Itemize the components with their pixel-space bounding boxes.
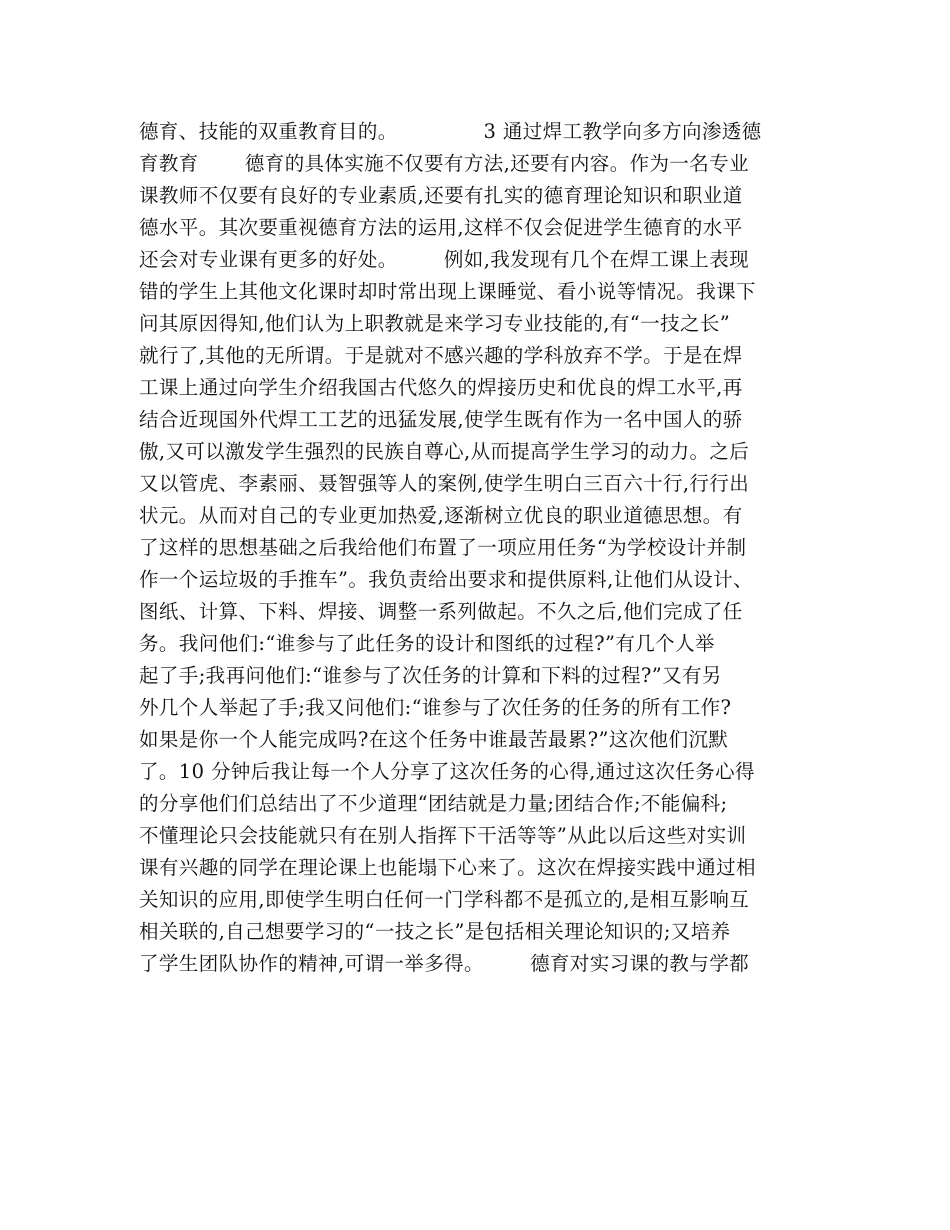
text-line: 德水平。其次要重视德育方法的运用,这样不仅会促进学生德育的水平 bbox=[139, 216, 743, 239]
text-line: 了这样的思想基础之后我给他们布置了一项应用任务“为学校设计并制 bbox=[139, 536, 747, 559]
text-line: 作一个运垃圾的手推车”。我负责给出要求和提供原料,让他们从设计、 bbox=[139, 568, 753, 591]
text-line: 课有兴趣的同学在理论课上也能塌下心来了。这次在焊接实践中通过相 bbox=[139, 856, 756, 879]
text-line: 了。10 分钟后我让每一个人分享了这次任务的心得,通过这次任务心得 bbox=[139, 760, 755, 783]
text-line: 的分享他们们总结出了不少道理“团结就是力量;团结合作;不能偏科; bbox=[139, 792, 728, 815]
text-line: 育教育 德育的具体实施不仅要有方法,还要有内容。作为一名专业 bbox=[139, 152, 749, 175]
text-line: 课教师不仅要有良好的专业素质,还要有扎实的德育理论知识和职业道 bbox=[139, 184, 743, 207]
text-line: 关知识的应用,即使学生明白任何一门学科都不是孤立的,是相互影响互 bbox=[139, 888, 750, 911]
text-line: 就行了,其他的无所谓。于是就对不感兴趣的学科放弃不学。于是在焊 bbox=[139, 344, 743, 367]
text-line: 了学生团队协作的精神,可谓一举多得。 德育对实习课的教与学都 bbox=[139, 952, 749, 975]
text-line: 德育、技能的双重教育目的。 3 通过焊工教学向多方向渗透德 bbox=[139, 120, 762, 143]
text-line: 错的学生上其他文化课时却时常出现上课睡觉、看小说等情况。我课下 bbox=[139, 280, 756, 303]
text-line: 还会对专业课有更多的好处。 例如,我发现有几个在焊工课上表现 bbox=[139, 248, 749, 271]
text-line: 务。我问他们:“谁参与了此任务的设计和图纸的过程?”有几个人举 bbox=[139, 632, 715, 655]
body-text bbox=[139, 116, 829, 980]
text-line: 问其原因得知,他们认为上职教就是来学习专业技能的,有“一技之长” bbox=[139, 312, 731, 335]
text-line: 相关联的,自己想要学习的“一技之长”是包括相关理论知识的;又培养 bbox=[139, 920, 731, 943]
text-line: 不懂理论只会技能就只有在别人指挥下干活等等”从此以后这些对实训 bbox=[139, 824, 747, 847]
text-line: 状元。从而对自己的专业更加热爱,逐渐树立优良的职业道德思想。有 bbox=[139, 504, 743, 527]
text-line: 结合近现国外代焊工工艺的迅猛发展,使学生既有作为一名中国人的骄 bbox=[139, 408, 743, 431]
text-line: 图纸、计算、下料、焊接、调整一系列做起。不久之后,他们完成了任 bbox=[139, 600, 743, 623]
text-line: 起了手;我再问他们:“谁参与了次任务的计算和下料的过程?”又有另 bbox=[139, 664, 722, 687]
text-line: 傲,又可以激发学生强烈的民族自尊心,从而提高学生学习的动力。之后 bbox=[139, 440, 750, 463]
text-line: 外几个人举起了手;我又问他们:“谁参与了次任务的任务的所有工作? bbox=[139, 696, 732, 719]
text-line: 又以管虎、李素丽、聂智强等人的案例,使学生明白三百六十行,行行出 bbox=[139, 472, 750, 495]
text-line: 如果是你一个人能完成吗?在这个任务中谁最苦最累?”这次他们沉默 bbox=[139, 728, 729, 751]
text-line: 工课上通过向学生介绍我国古代悠久的焊接历史和优良的焊工水平,再 bbox=[139, 376, 743, 399]
